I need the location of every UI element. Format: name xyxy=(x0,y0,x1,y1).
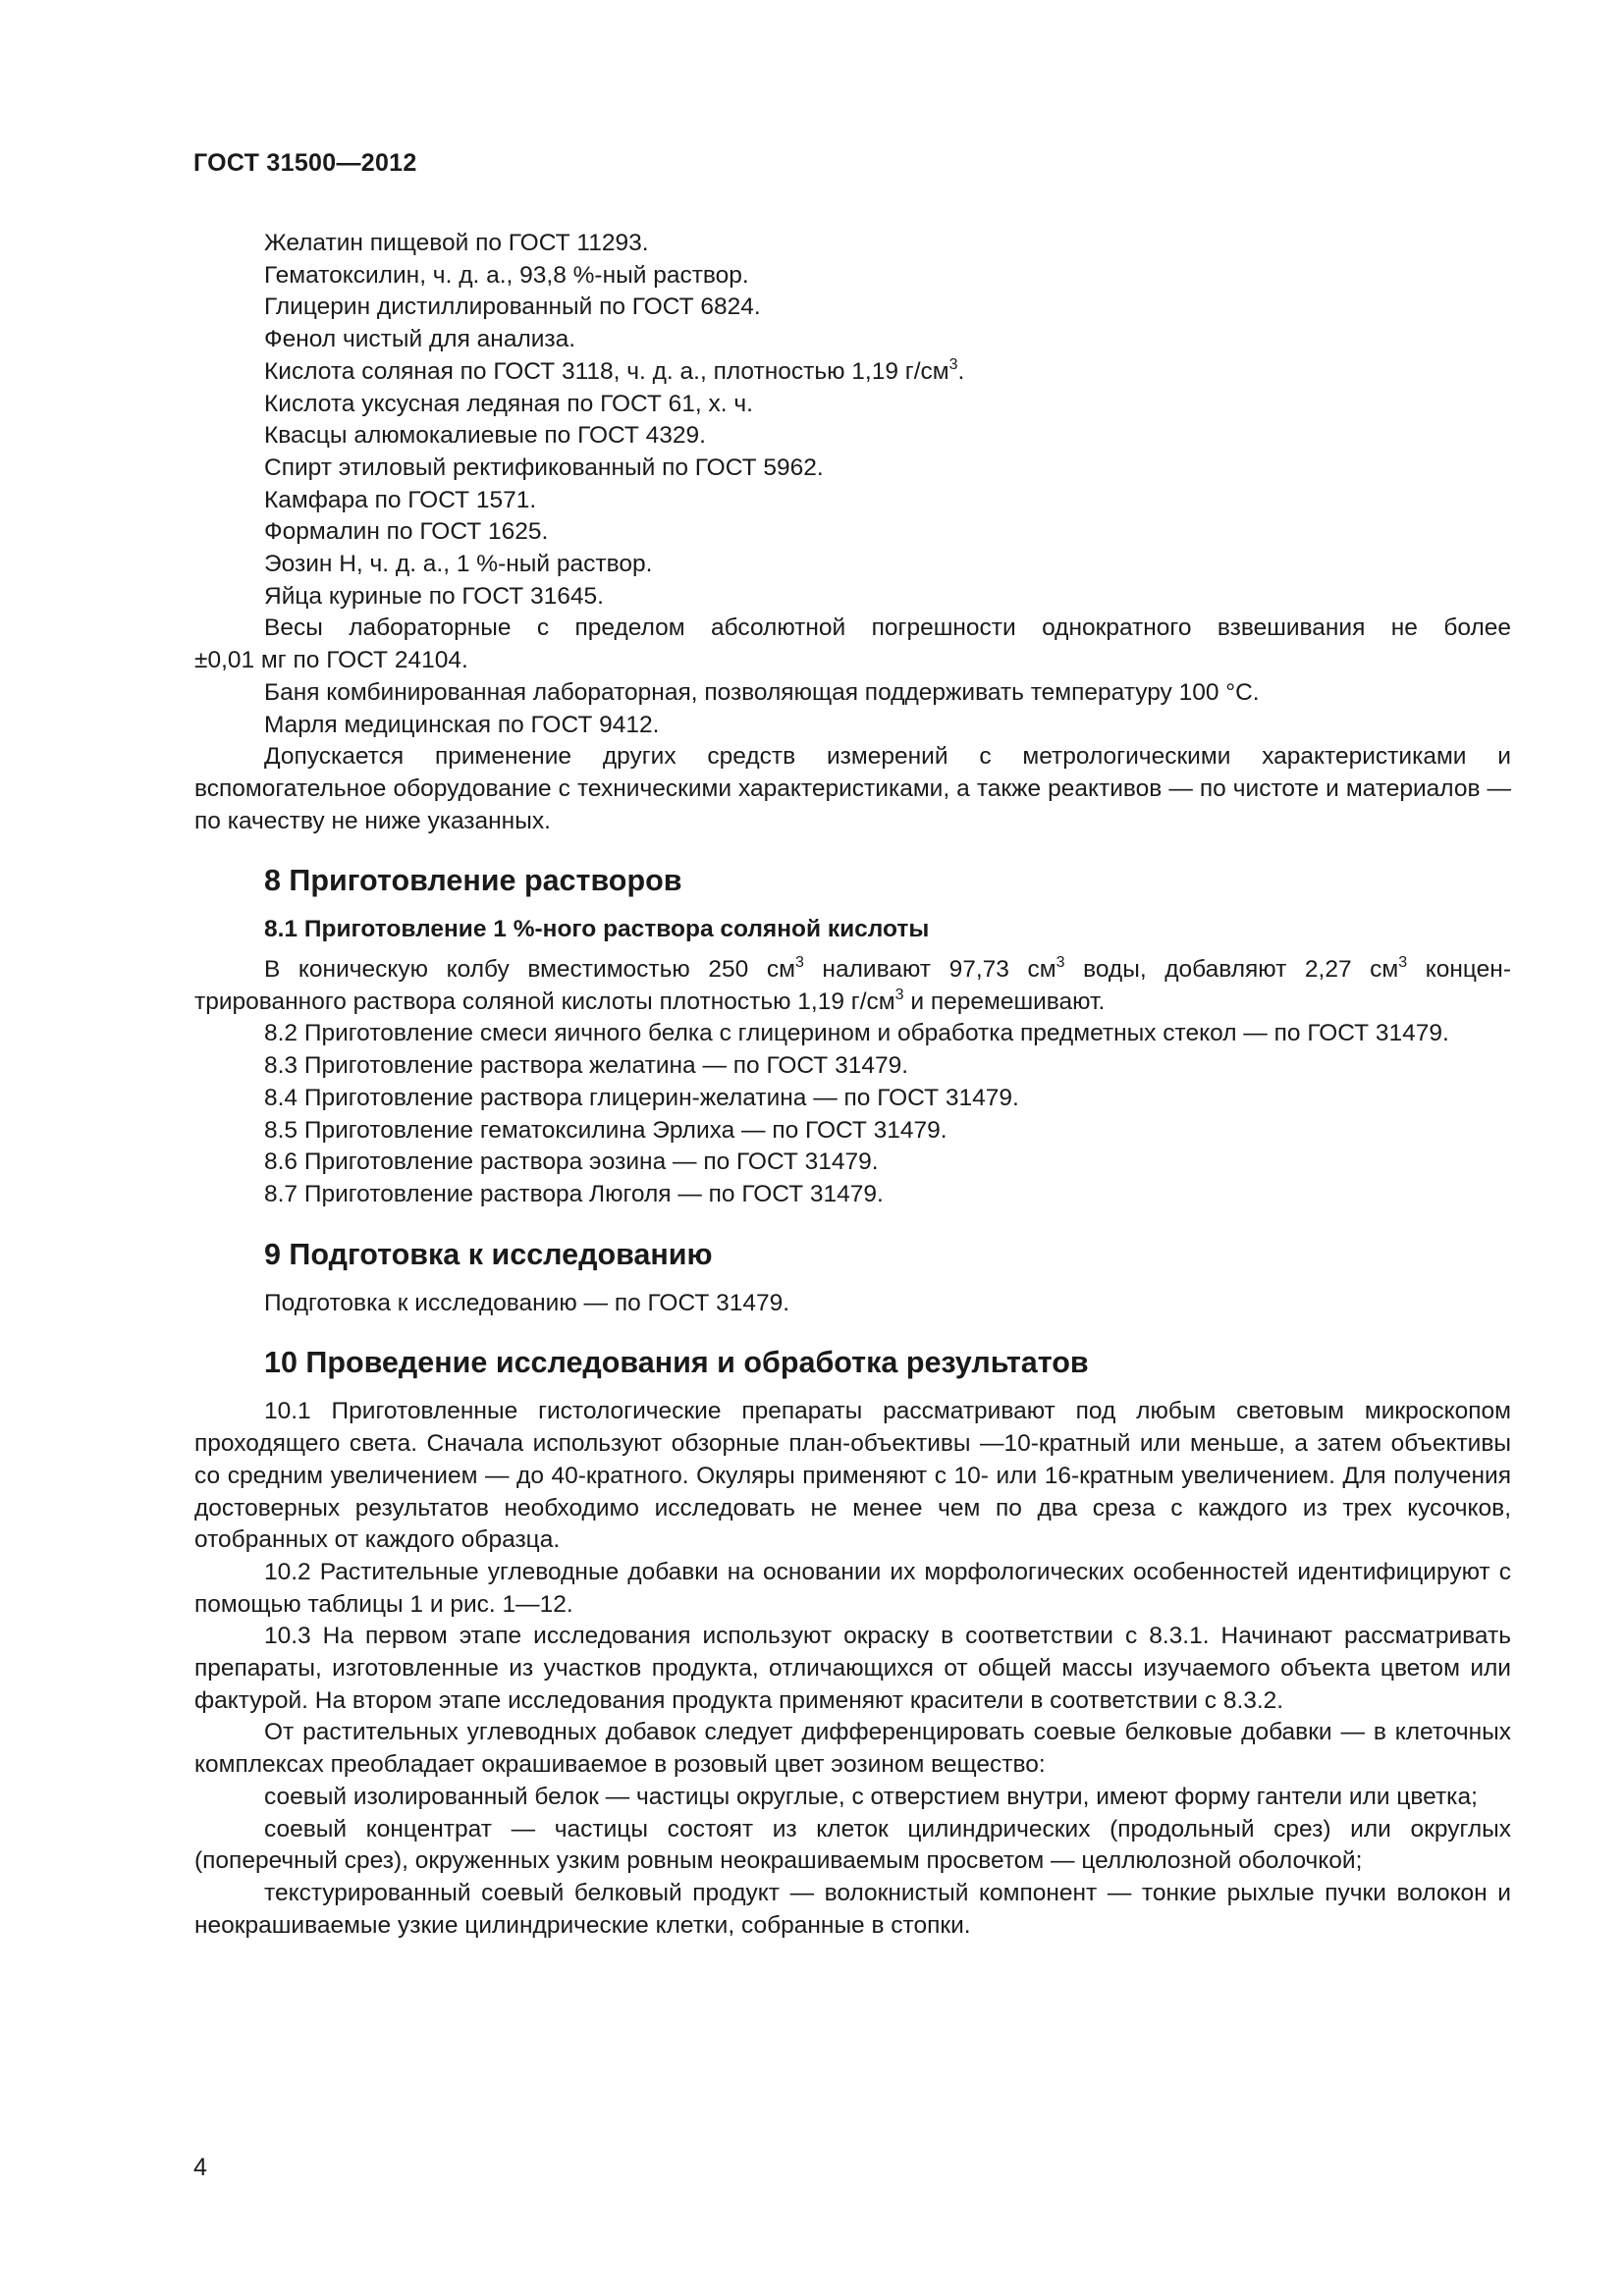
page-content xyxy=(194,228,1511,1942)
subsection-8-1-heading: 8.1 Приготовление 1 %-ного раствора соляной кислоты xyxy=(264,916,930,943)
equipment-bath: Баня комбинированная лабораторная, позволяющая поддерживать температуру 100 °С. xyxy=(264,678,1260,706)
material-hydrochloric-acid: Кислота соляная по ГОСТ 3118, ч. д. а., плотностью 1,19 $г/см^3$. xyxy=(264,355,965,385)
material-camphor: Камфара по ГОСТ 1571. xyxy=(264,486,537,513)
material-gelatin: Желатин пищевой по ГОСТ 11293. xyxy=(264,230,649,256)
material-eosin: Эозин Н, ч. д. а., 1 %-ный раствор. xyxy=(264,551,653,578)
material-glycerin: Глицерин дистиллированный по ГОСТ 6824. xyxy=(264,294,761,321)
material-hematoxylin: Гематоксилин, ч. д. а., 93,8 %-ный раствор. xyxy=(264,261,749,289)
paragraph-10-3: 10.3 На первом этапе исследования используют окраску в соответствии с 8.3.1. Начинают рассматривать препараты, изготовленные из участков продукта, отличающихся от общей массы изучаемого объекта цветом или фактурой. На втором этапе исследования продукта применяют красители в соответствии с 8.3.2. xyxy=(194,1623,1511,1714)
paragraph-9-text: Подготовка к исследованию — по ГОСТ 31479. xyxy=(264,1289,790,1316)
material-gauze: Марля медицинская по ГОСТ 9412. xyxy=(264,711,660,738)
equipment-scales-line2: ±0,01 мг по ГОСТ 24104. xyxy=(194,647,468,674)
section-10-heading: 10 Проведение исследования и обработка результатов xyxy=(264,1346,1089,1380)
paragraph-10-1: 10.1 Приготовленные гистологические препараты рассматривают под любым световым микроскопом проходящего света. Сначала используют обзорные план-объективы —10-кратный или меньше, а затем объективы со средним увеличением — до 40-кратного. Окуляры применяют с 10- или 16-кратным увеличением. Для получения достоверных результатов необходимо исследовать не менее чем по два среза с каждого из трех кусочков, отобранных от каждого образца. xyxy=(194,1398,1511,1554)
paragraph-textured-soy-product: текстурированный соевый белковый продукт — волокнистый компонент — тонкие рыхлые пучки волокон и неокрашиваемые узкие цилиндрические клетки, собранные в стопки. xyxy=(194,1879,1511,1939)
material-formalin: Формалин по ГОСТ 1625. xyxy=(264,518,549,546)
paragraph-soy-isolated-protein: соевый изолированный белок — частицы округлые, с отверстием внутри, имеют форму гантели или цветка; xyxy=(264,1783,1478,1810)
material-acetic-acid: Кислота уксусная ледяная по ГОСТ 61, х. ч. xyxy=(264,390,753,417)
paragraph-differentiation: От растительных углеводных добавок следует дифференцировать соевые белковые добавки — в клеточных комплексах преобладает окрашиваемое в розовый цвет эозином вещество: xyxy=(194,1719,1511,1779)
material-phenol: Фенол чистый для анализа. xyxy=(264,326,576,353)
equipment-scales-line1: Весы лабораторные с пределом абсолютной погрешности однократного взвешивания не более xyxy=(264,614,1511,642)
paragraph-8-4: 8.4 Приготовление раствора глицерин-желатина — по ГОСТ 31479. xyxy=(264,1084,1019,1111)
material-alum: Квасцы алюмокалиевые по ГОСТ 4329. xyxy=(264,422,706,450)
paragraph-8-2: 8.2 Приготовление смеси яичного белка с глицерином и обработка предметных стекол — по ГОСТ 31479. xyxy=(264,1020,1449,1047)
material-ethanol: Спирт этиловый ректификованный по ГОСТ 5962. xyxy=(264,454,824,481)
paragraph-8-1-line2: трированного раствора соляной кислоты плотностью 1,19 $г/см^3$ и перемешивают. xyxy=(194,986,1106,1015)
allowance-paragraph: Допускается применение других средств измерений с метрологическими характеристиками и вспомогательное оборудование с техническими характеристиками, а также реактивов — по чистоте и материалов — по качеству не ниже указанных. xyxy=(194,743,1511,834)
paragraph-10-2: 10.2 Растительные углеводные добавки на основании их морфологических особенностей идентифицируют с помощью таблицы 1 и рис. 1—12. xyxy=(194,1558,1511,1618)
paragraph-8-3: 8.3 Приготовление раствора желатина — по ГОСТ 31479. xyxy=(264,1052,909,1080)
paragraph-soy-concentrate: соевый концентрат — частицы состоят из клеток цилиндрических (продольный срез) или округлых (поперечный срез), окруженных узким ровным неокрашиваемым просветом — целлюлозной оболочкой; xyxy=(194,1815,1511,1875)
section-9-heading: 9 Подготовка к исследованию xyxy=(264,1237,713,1271)
material-eggs: Яйца куриные по ГОСТ 31645. xyxy=(264,582,604,610)
page-number: 4 xyxy=(193,2154,207,2181)
paragraph-8-6: 8.6 Приготовление раствора эозина — по ГОСТ 31479. xyxy=(264,1148,879,1176)
paragraph-8-5: 8.5 Приготовление гематоксилина Эрлиха — по ГОСТ 31479. xyxy=(264,1116,947,1144)
section-8-heading: 8 Приготовление растворов xyxy=(264,864,682,898)
paragraph-8-7: 8.7 Приготовление раствора Люголя — по ГОСТ 31479. xyxy=(264,1180,884,1207)
document-code-header: ГОСТ 31500—2012 xyxy=(193,149,417,177)
paragraph-8-1-line1: В коническую колбу вместимостью 250 $см^3$ наливают 97,73 $см^3$ воды, добавляют 2,27 $см^3$ концен- xyxy=(264,954,1512,984)
